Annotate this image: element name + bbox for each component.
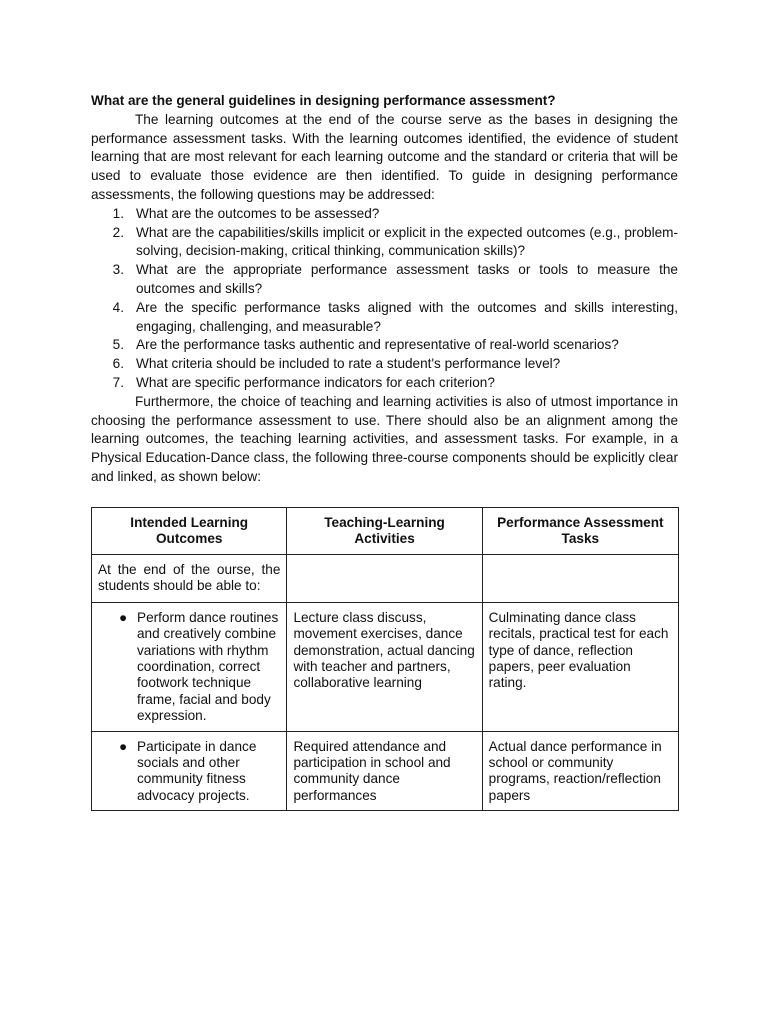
list-item-text: What are the appropriate performance assessment tasks or tools to measure the outcomes and skills? (136, 262, 678, 296)
table-row (92, 602, 679, 731)
list-item (91, 224, 678, 262)
list-item-text: What are the capabilities/skills implicit or explicit in the expected outcomes (e.g., problem-solving, decision-making, critical thinking, communication skills)? (136, 224, 678, 259)
document-body (91, 92, 678, 487)
outcome-cell (92, 602, 287, 731)
bullet-icon: ● (119, 738, 128, 754)
list-item (91, 355, 678, 374)
outcome-cell (92, 731, 287, 811)
table-row (92, 731, 679, 811)
outcome-text: Participate in dance socials and other community fitness advocacy projects. (137, 738, 257, 803)
list-number: 7. (112, 374, 124, 390)
tasks-cell: Actual dance performance in school or community programs, reaction/reflection papers (482, 731, 678, 811)
section-heading: What are the general guidelines in designing performance assessment? (91, 93, 556, 108)
list-item (91, 261, 678, 299)
header-intended-learning-outcomes: Intended Learning Outcomes (92, 508, 287, 555)
course-components-table (91, 507, 679, 811)
table-row (92, 554, 679, 602)
list-number: 5. (112, 337, 124, 353)
tasks-cell: Culminating dance class recitals, practical test for each type of dance, reflection papers, peer evaluation rating. (482, 602, 678, 731)
list-item (91, 205, 678, 224)
list-number: 1. (112, 205, 124, 221)
outcome-text: Perform dance routines and creatively combine variations with rhythm coordination, correct footwork technique frame, facial and body expression. (137, 609, 279, 724)
list-item-text: What are the outcomes to be assessed? (136, 205, 380, 221)
list-item (91, 374, 678, 393)
bullet-icon: ● (119, 609, 128, 625)
list-item-text: What criteria should be included to rate a student's performance level? (136, 356, 561, 372)
list-number: 3. (112, 262, 124, 278)
header-teaching-learning-activities: Teaching-Learning Activities (287, 508, 482, 555)
list-item (91, 299, 678, 337)
list-item-text: Are the performance tasks authentic and representative of real-world scenarios? (136, 337, 619, 353)
list-item-text: What are specific performance indicators for each criterion? (136, 374, 495, 390)
table-header-row (92, 508, 679, 555)
list-item-text: Are the specific performance tasks aligned with the outcomes and skills interesting, engaging, challenging, and measurable? (136, 299, 678, 334)
header-performance-assessment-tasks: Performance Assessment Tasks (482, 508, 678, 555)
list-item (91, 336, 678, 355)
activities-cell: Lecture class discuss, movement exercises, dance demonstration, actual dancing with teacher and partners, collaborative learning (287, 602, 482, 731)
list-number: 6. (112, 356, 124, 372)
list-number: 2. (112, 224, 124, 240)
intro-paragraph: The learning outcomes at the end of the course serve as the bases in designing the performance assessment tasks. With the learning outcomes identified, the evidence of student learning that are most relevant for each learning outcome and the standard or criteria that will be used to evaluate those evidence are then identified. To guide in designing performance assessments, the following questions may be addressed: (91, 111, 678, 202)
intro-cell: At the end of the ourse, the students should be able to: (92, 554, 287, 602)
activities-cell: Required attendance and participation in school and community dance performances (287, 731, 482, 811)
second-paragraph: Furthermore, the choice of teaching and learning activities is also of utmost importance in choosing the performance assessment to use. There should also be an alignment among the learning outcomes, the teaching learning activities, and assessment tasks. For example, in a Physical Education-Dance class, the following three-course components should be explicitly clear and linked, as shown below: (91, 393, 678, 484)
guiding-questions-list (91, 205, 678, 393)
empty-cell (287, 554, 482, 602)
list-number: 4. (112, 299, 124, 315)
empty-cell (482, 554, 678, 602)
